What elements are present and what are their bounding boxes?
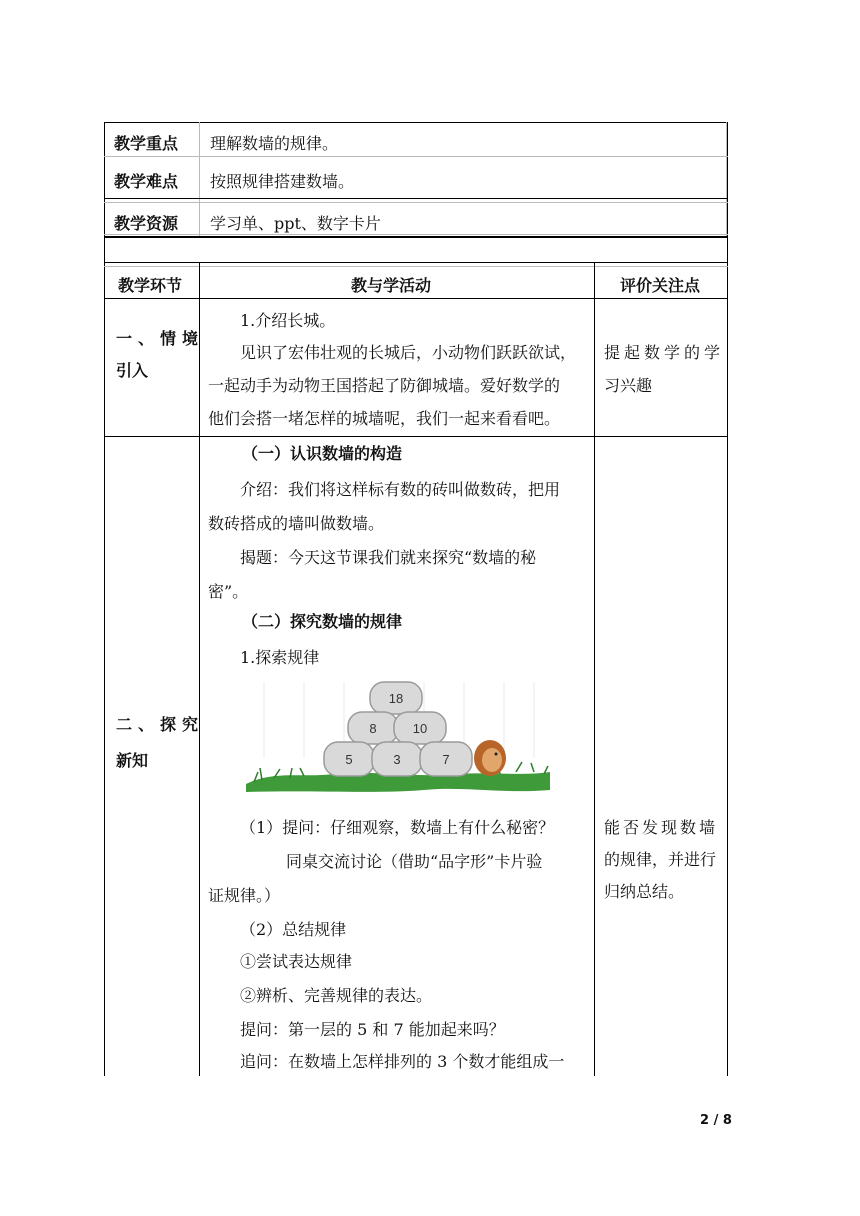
section2-q2: （2）总结规律 bbox=[240, 920, 347, 939]
row-divider bbox=[104, 266, 728, 267]
row-divider bbox=[104, 202, 728, 203]
row-divider bbox=[104, 198, 728, 199]
focus-value: 理解数墙的规律。 bbox=[210, 134, 339, 153]
column-divider bbox=[726, 122, 727, 236]
section1-stage-line2: 引入 bbox=[116, 361, 149, 380]
section2-reveal2: 密”。 bbox=[208, 582, 249, 601]
section2-eval-line2: 的规律，并进行 bbox=[604, 850, 717, 869]
page-number: 2 / 8 bbox=[700, 1113, 732, 1128]
resources-value: 学习单、ppt、数字卡片 bbox=[210, 214, 381, 233]
row-divider bbox=[104, 436, 728, 437]
column-divider bbox=[594, 263, 595, 1076]
section2-heading2: （二）探究数墙的规律 bbox=[242, 612, 403, 631]
row-divider bbox=[104, 262, 728, 263]
section1-eval-line1: 提起数学的学 bbox=[604, 343, 725, 362]
section2-q4: 追问：在数墙上怎样排列的 3 个数才能组成一 bbox=[240, 1052, 565, 1071]
section2-q3: 提问：第一层的 5 和 7 能加起来吗？ bbox=[240, 1020, 505, 1039]
row-divider bbox=[104, 122, 728, 123]
difficulty-value: 按照规律搭建数墙。 bbox=[210, 172, 355, 191]
section1-line4: 他们会搭一堵怎样的城墙呢，我们一起来看看吧。 bbox=[208, 409, 561, 428]
section2-reveal1: 揭题：今天这节课我们就来探究“数墙的秘 bbox=[240, 548, 537, 567]
section2-intro2: 数砖搭成的墙叫做数墙。 bbox=[208, 514, 385, 533]
section1-line3: 一起动手为动物王国搭起了防御城墙。爱好数学的 bbox=[208, 376, 561, 395]
section2-q1c: 证规律。） bbox=[208, 886, 281, 905]
section2-intro1: 介绍：我们将这样标有数的砖叫做数砖，把用 bbox=[240, 480, 561, 499]
section2-stage-line2: 新知 bbox=[116, 751, 149, 770]
column-divider bbox=[199, 122, 200, 236]
row-divider bbox=[104, 236, 728, 238]
section2-q1b: 同桌交流讨论（借助“品字形”卡片验 bbox=[286, 852, 543, 871]
wall-number-top: 18 bbox=[388, 691, 404, 706]
section2-q1: （1）提问：仔细观察，数墙上有什么秘密？ bbox=[240, 818, 555, 837]
wall-number-bottom-mid: 3 bbox=[393, 752, 401, 767]
hedgehog-icon bbox=[474, 740, 506, 776]
section1-line1: 1.介绍长城。 bbox=[240, 311, 336, 330]
section2-q2b: ②辨析、完善规律的表达。 bbox=[240, 986, 433, 1005]
section2-heading1: （一）认识数墙的构造 bbox=[242, 444, 403, 463]
section2-eval-line1: 能否发现数墙 bbox=[604, 818, 719, 837]
section2-q2a: ①尝试表达规律 bbox=[240, 952, 353, 971]
row-divider bbox=[104, 234, 728, 235]
row-divider bbox=[104, 156, 728, 157]
section2-stage-line1: 二、探究 bbox=[116, 715, 205, 734]
section2-explore: 1.探索规律 bbox=[240, 648, 320, 667]
header-activities: 教与学活动 bbox=[351, 276, 432, 295]
number-wall-illustration bbox=[244, 678, 556, 802]
column-divider bbox=[199, 263, 200, 1076]
row-divider bbox=[104, 298, 728, 299]
section1-eval-line2: 习兴趣 bbox=[604, 376, 653, 395]
section1-stage-line1: 一、情境 bbox=[116, 329, 205, 348]
wall-number-bottom-right: 7 bbox=[442, 752, 450, 767]
wall-number-mid-right: 10 bbox=[412, 721, 428, 736]
section2-eval-line3: 归纳总结。 bbox=[604, 882, 685, 901]
header-evaluation: 评价关注点 bbox=[620, 276, 701, 295]
difficulty-label: 教学难点 bbox=[114, 172, 179, 191]
wall-number-mid-left: 8 bbox=[369, 721, 377, 736]
focus-label: 教学重点 bbox=[114, 134, 179, 153]
header-stage: 教学环节 bbox=[118, 276, 183, 295]
resources-label: 教学资源 bbox=[114, 214, 179, 233]
wall-number-bottom-left: 5 bbox=[345, 752, 353, 767]
section1-line2: 见识了宏伟壮观的长城后，小动物们跃跃欲试， bbox=[240, 343, 577, 362]
